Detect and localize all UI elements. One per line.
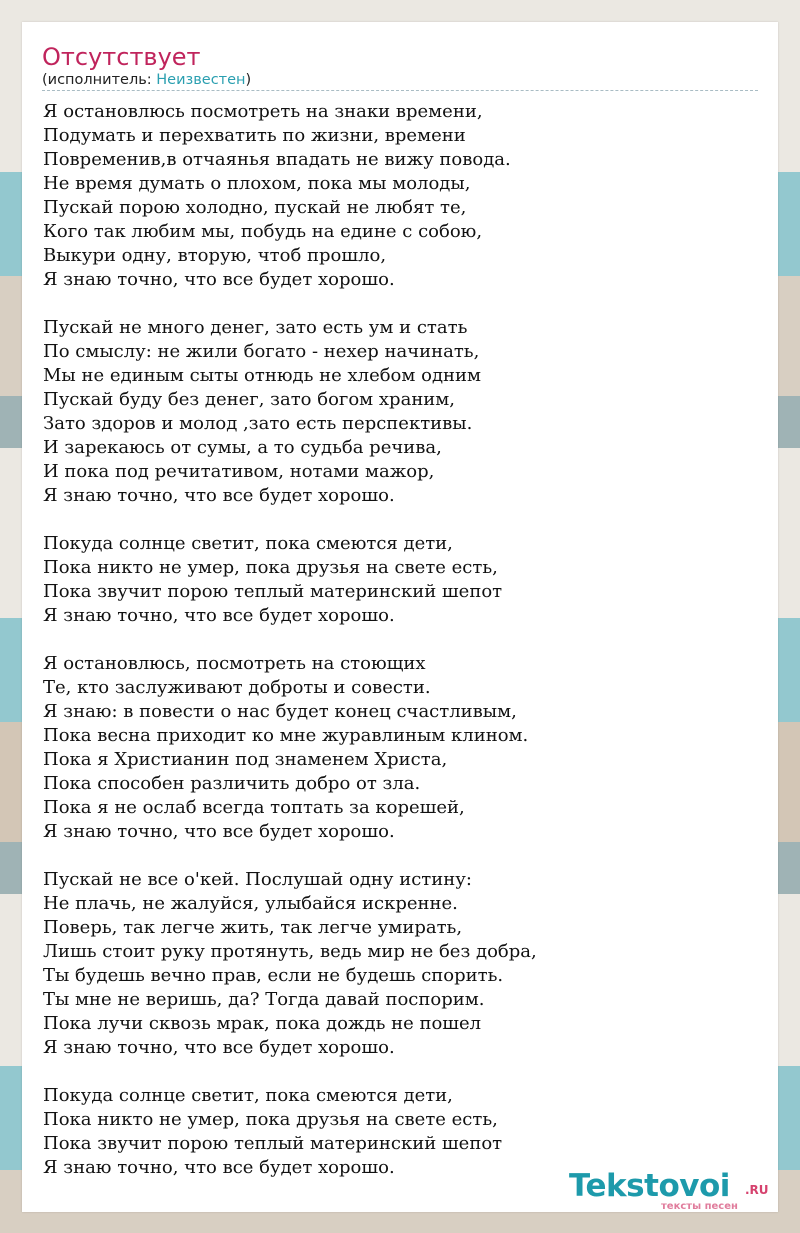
lyric-line: Поверь, так легче жить, так легче умирать, — [43, 917, 463, 938]
lyric-line: Пускай порою холодно, пускай не любят те, — [43, 197, 467, 218]
lyrics-stanza — [43, 1084, 763, 1180]
lyric-line: И зарекаюсь от сумы, а то судьба речива, — [43, 437, 442, 458]
lyric-line: Я остановлюсь посмотреть на знаки времени, — [43, 101, 483, 122]
lyric-line: Пока звучит порою теплый материнский шепот — [43, 581, 503, 602]
lyric-line: Пока способен различить добро от зла. — [43, 773, 421, 794]
lyric-line: Я знаю точно, что все будет хорошо. — [43, 269, 395, 290]
lyric-line: Пускай буду без денег, зато богом храним, — [43, 389, 456, 410]
lyrics-body — [43, 100, 763, 1204]
lyric-line: Я остановлюсь, посмотреть на стоющих — [43, 653, 426, 674]
lyrics-stanza — [43, 100, 763, 292]
logo-tagline: тексты песен — [661, 1201, 738, 1212]
lyrics-stanza — [43, 652, 763, 844]
lyric-line: Пока я не ослаб всегда топтать за корешей, — [43, 797, 465, 818]
logo-tld: .RU — [745, 1183, 769, 1197]
lyrics-stanza — [43, 532, 763, 628]
lyric-line: Лишь стоит руку протянуть, ведь мир не без добра, — [43, 941, 537, 962]
lyric-line: Подумать и перехватить по жизни, времени — [43, 125, 466, 146]
lyric-line: Я знаю точно, что все будет хорошо. — [43, 821, 395, 842]
lyric-line: Пока никто не умер, пока друзья на свете есть, — [43, 1109, 498, 1130]
lyric-line: Не время думать о плохом, пока мы молоды, — [43, 173, 471, 194]
lyric-line: Я знаю: в повести о нас будет конец счастливым, — [43, 701, 517, 722]
title-divider — [42, 90, 758, 91]
lyric-line: Я знаю точно, что все будет хорошо. — [43, 485, 395, 506]
lyrics-card — [22, 22, 778, 1212]
lyric-line: Я знаю точно, что все будет хорошо. — [43, 1157, 395, 1178]
lyric-line: Я знаю точно, что все будет хорошо. — [43, 1037, 395, 1058]
performer-link[interactable]: Неизвестен — [156, 72, 246, 88]
lyric-line: Те, кто заслуживают доброты и совести. — [43, 677, 431, 698]
site-watermark-logo — [569, 1169, 779, 1214]
performer-line — [42, 71, 251, 89]
lyric-line: Мы не единым сыты отнюдь не хлебом одним — [43, 365, 482, 386]
performer-prefix: (исполнитель: — [42, 72, 157, 88]
lyric-line: Пускай не много денег, зато есть ум и стать — [43, 317, 468, 338]
logo-brand: Tekstovoi — [569, 1168, 730, 1204]
lyric-line: Зато здоров и молод ,зато есть перспективы. — [43, 413, 473, 434]
lyric-line: Покуда солнце светит, пока смеются дети, — [43, 533, 453, 554]
lyric-line: Я знаю точно, что все будет хорошо. — [43, 605, 395, 626]
lyric-line: Повременив,в отчаянья впадать не вижу повода. — [43, 149, 511, 170]
lyric-line: Ты мне не веришь, да? Тогда давай поспорим. — [43, 989, 485, 1010]
lyric-line: Пока звучит порою теплый материнский шепот — [43, 1133, 503, 1154]
lyric-line: Ты будешь вечно прав, если не будешь спорить. — [43, 965, 504, 986]
song-title: Отсутствует — [42, 43, 201, 71]
lyric-line: И пока под речитативом, нотами мажор, — [43, 461, 435, 482]
lyric-line: Кого так любим мы, побудь на едине с собою, — [43, 221, 483, 242]
lyric-line: Пока я Христианин под знаменем Христа, — [43, 749, 448, 770]
lyric-line: По смыслу: не жили богато - нехер начинать, — [43, 341, 480, 362]
lyric-line: Выкури одну, вторую, чтоб прошло, — [43, 245, 387, 266]
lyric-line: Покуда солнце светит, пока смеются дети, — [43, 1085, 453, 1106]
lyrics-stanza — [43, 868, 763, 1060]
lyric-line: Пускай не все о'кей. Послушай одну истину: — [43, 869, 472, 890]
lyric-line: Пока никто не умер, пока друзья на свете есть, — [43, 557, 498, 578]
performer-suffix: ) — [245, 72, 252, 88]
lyrics-stanza — [43, 316, 763, 508]
lyric-line: Пока весна приходит ко мне журавлиным клином. — [43, 725, 529, 746]
lyric-line: Не плачь, не жалуйся, улыбайся искренне. — [43, 893, 458, 914]
lyric-line: Пока лучи сквозь мрак, пока дождь не пошел — [43, 1013, 482, 1034]
